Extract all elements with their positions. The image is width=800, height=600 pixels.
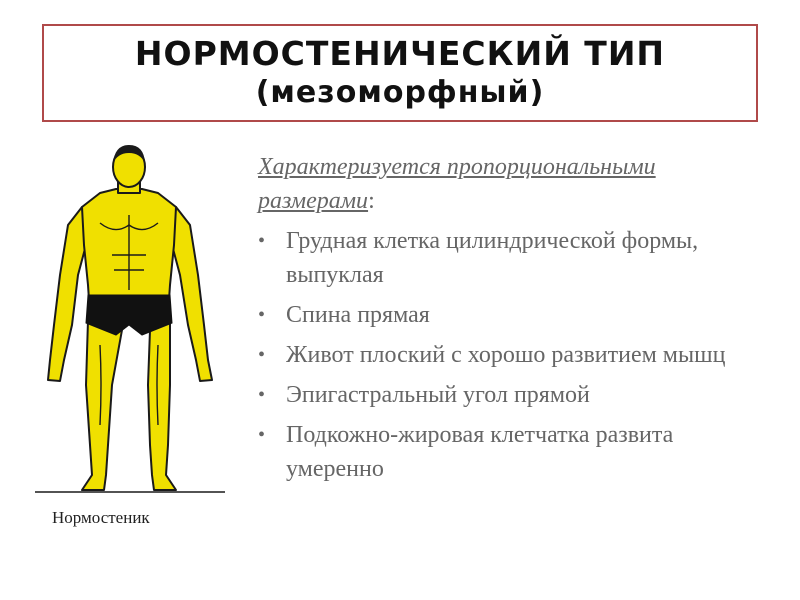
body-figure	[30, 145, 230, 505]
list-item	[258, 298, 758, 332]
list-item-text: Живот плоский с хорошо развитием мышц	[286, 342, 726, 368]
right-arm	[172, 207, 212, 381]
characteristics-list	[258, 224, 758, 486]
intro-text: Характеризуется пропорциональными размерами	[258, 154, 656, 214]
list-item-text: Грудная клетка цилиндрической формы, выпуклая	[286, 228, 699, 288]
list-item	[258, 418, 758, 486]
left-arm	[48, 207, 86, 381]
list-item-text: Подкожно-жировая клетчатка развита умеренно	[286, 422, 674, 482]
title-box	[42, 24, 758, 122]
intro-paragraph	[258, 150, 758, 218]
list-item-text: Спина прямая	[286, 302, 430, 328]
right-leg	[148, 320, 176, 490]
normosthenic-figure-illustration	[30, 145, 230, 505]
list-item	[258, 338, 758, 372]
list-item	[258, 224, 758, 292]
bullet-marker: •	[258, 344, 266, 366]
bullet-marker: •	[258, 304, 266, 326]
list-item-text: Эпигастральный угол прямой	[286, 382, 590, 408]
bullet-marker: •	[258, 230, 266, 252]
bullet-marker: •	[258, 384, 266, 406]
left-leg	[82, 320, 122, 490]
figure-caption: Нормостеник	[52, 508, 150, 527]
bullet-marker: •	[258, 424, 266, 446]
intro-colon: :	[368, 188, 375, 214]
description-block	[258, 150, 758, 492]
slide-subtitle: (мезоморфный)	[255, 75, 545, 110]
slide-title: НОРМОСТЕНИЧЕСКИЙ ТИП	[134, 34, 666, 73]
list-item	[258, 378, 758, 412]
